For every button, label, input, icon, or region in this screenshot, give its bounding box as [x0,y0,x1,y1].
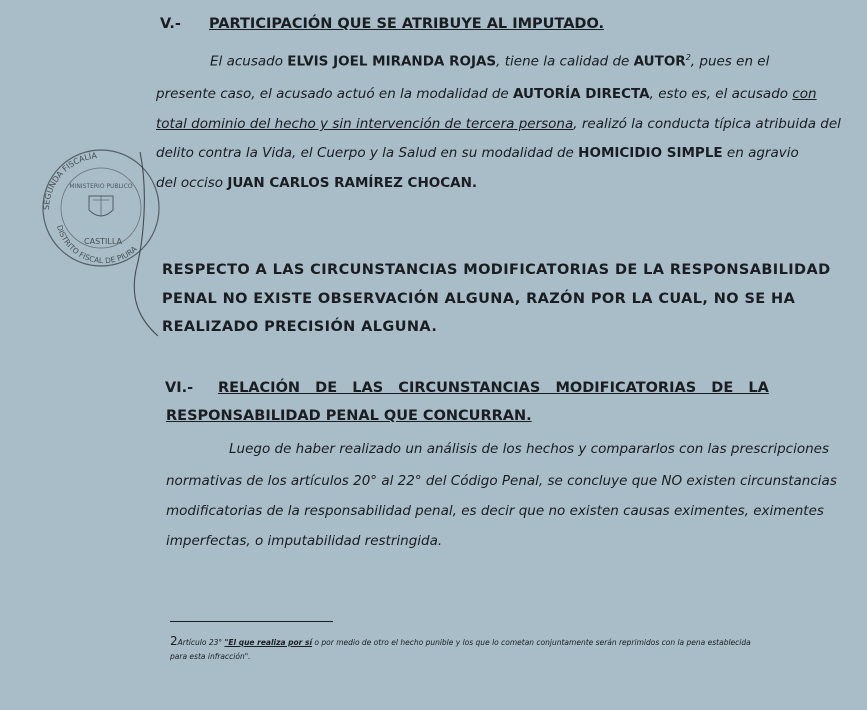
text-run: , realizó la conducta típica atribuida del [573,116,841,132]
text-run: , pues en el [690,53,770,70]
section-5-line-1 [210,53,769,70]
text-run: , esto es, el acusado [649,86,793,102]
underlined-text: con [792,86,817,102]
stamp-middle-text: MINISTERIO PÚBLICO [69,183,133,190]
autor-term: AUTOR [633,53,686,70]
section-5-title: PARTICIPACIÓN QUE SE ATRIBUYE AL IMPUTADO. [209,16,604,32]
text-run: Artículo 23° [177,638,225,647]
section-5-line-4 [156,145,799,161]
signature-stroke [118,150,178,340]
footnote-line-2: para esta infracción". [170,652,251,661]
stamp-top-text: SEGUNDA FISCALÍA [41,151,98,211]
accused-name: ELVIS JOEL MIRANDA ROJAS [287,53,497,70]
footnote-ref: 2 [685,53,691,62]
footnote-divider [170,621,333,622]
section-6-number: VI.- [165,380,194,396]
section-5-line-2 [156,86,817,102]
section-6-line-3: modificatorias de la responsabilidad penal, es decir que no existen causas eximentes, eximentes [166,503,824,519]
circumstances-line-3: REALIZADO PRECISIÓN ALGUNA. [162,319,438,335]
circumstances-line-1: RESPECTO A LAS CIRCUNSTANCIAS MODIFICATORIAS DE LA RESPONSABILIDAD [162,262,831,278]
section-6-title-line-2: RESPONSABILIDAD PENAL QUE CONCURRAN. [166,408,532,424]
section-6-line-4: imperfectas, o imputabilidad restringida. [166,533,443,549]
text-run: del occiso [156,175,228,191]
section-6-line-1: Luego de haber realizado un análisis de los hechos y compararlos con las prescripciones [229,441,829,457]
footnote-line-1 [170,634,751,648]
text-run: o por medio de otro el hecho punible y los que lo cometan conjuntamente serán reprimidos con la pena establecida [312,638,751,647]
circumstances-line-2: PENAL NO EXISTE OBSERVACIÓN ALGUNA, RAZÓN POR LA CUAL, NO SE HA [162,291,796,307]
text-run: , tiene la calidad de [496,53,634,70]
text-run: delito contra la Vida, el Cuerpo y la Salud en su modalidad de [156,145,579,161]
section-5-line-5 [156,175,477,191]
crime-name: HOMICIDIO SIMPLE [578,145,723,161]
stamp-bottom-text: DISTRITO FISCAL DE PIURA [54,224,139,266]
text-run: presente caso, el acusado actuó en la modalidad de [156,86,513,102]
underlined-text: total dominio del hecho y sin intervención de tercera persona [156,116,574,132]
footnote-quote: "El que realiza por sí [224,638,313,647]
section-5-line-3 [156,116,841,132]
text-run: en agravio [722,145,799,161]
stamp-town-text: CASTILLA [84,237,122,246]
victim-name: JUAN CARLOS RAMÍREZ CHOCAN. [227,175,478,191]
section-6-line-2: normativas de los artículos 20° al 22° del Código Penal, se concluye que NO existen circunstancias [166,473,837,489]
autoria-directa: AUTORÍA DIRECTA [513,86,650,102]
section-6-title-line-1: RELACIÓN DE LAS CIRCUNSTANCIAS MODIFICATORIAS DE LA [218,380,769,396]
section-5-number: V.- [160,16,181,32]
text-run: El acusado [210,53,288,70]
footnote-number: 2 [170,634,178,648]
